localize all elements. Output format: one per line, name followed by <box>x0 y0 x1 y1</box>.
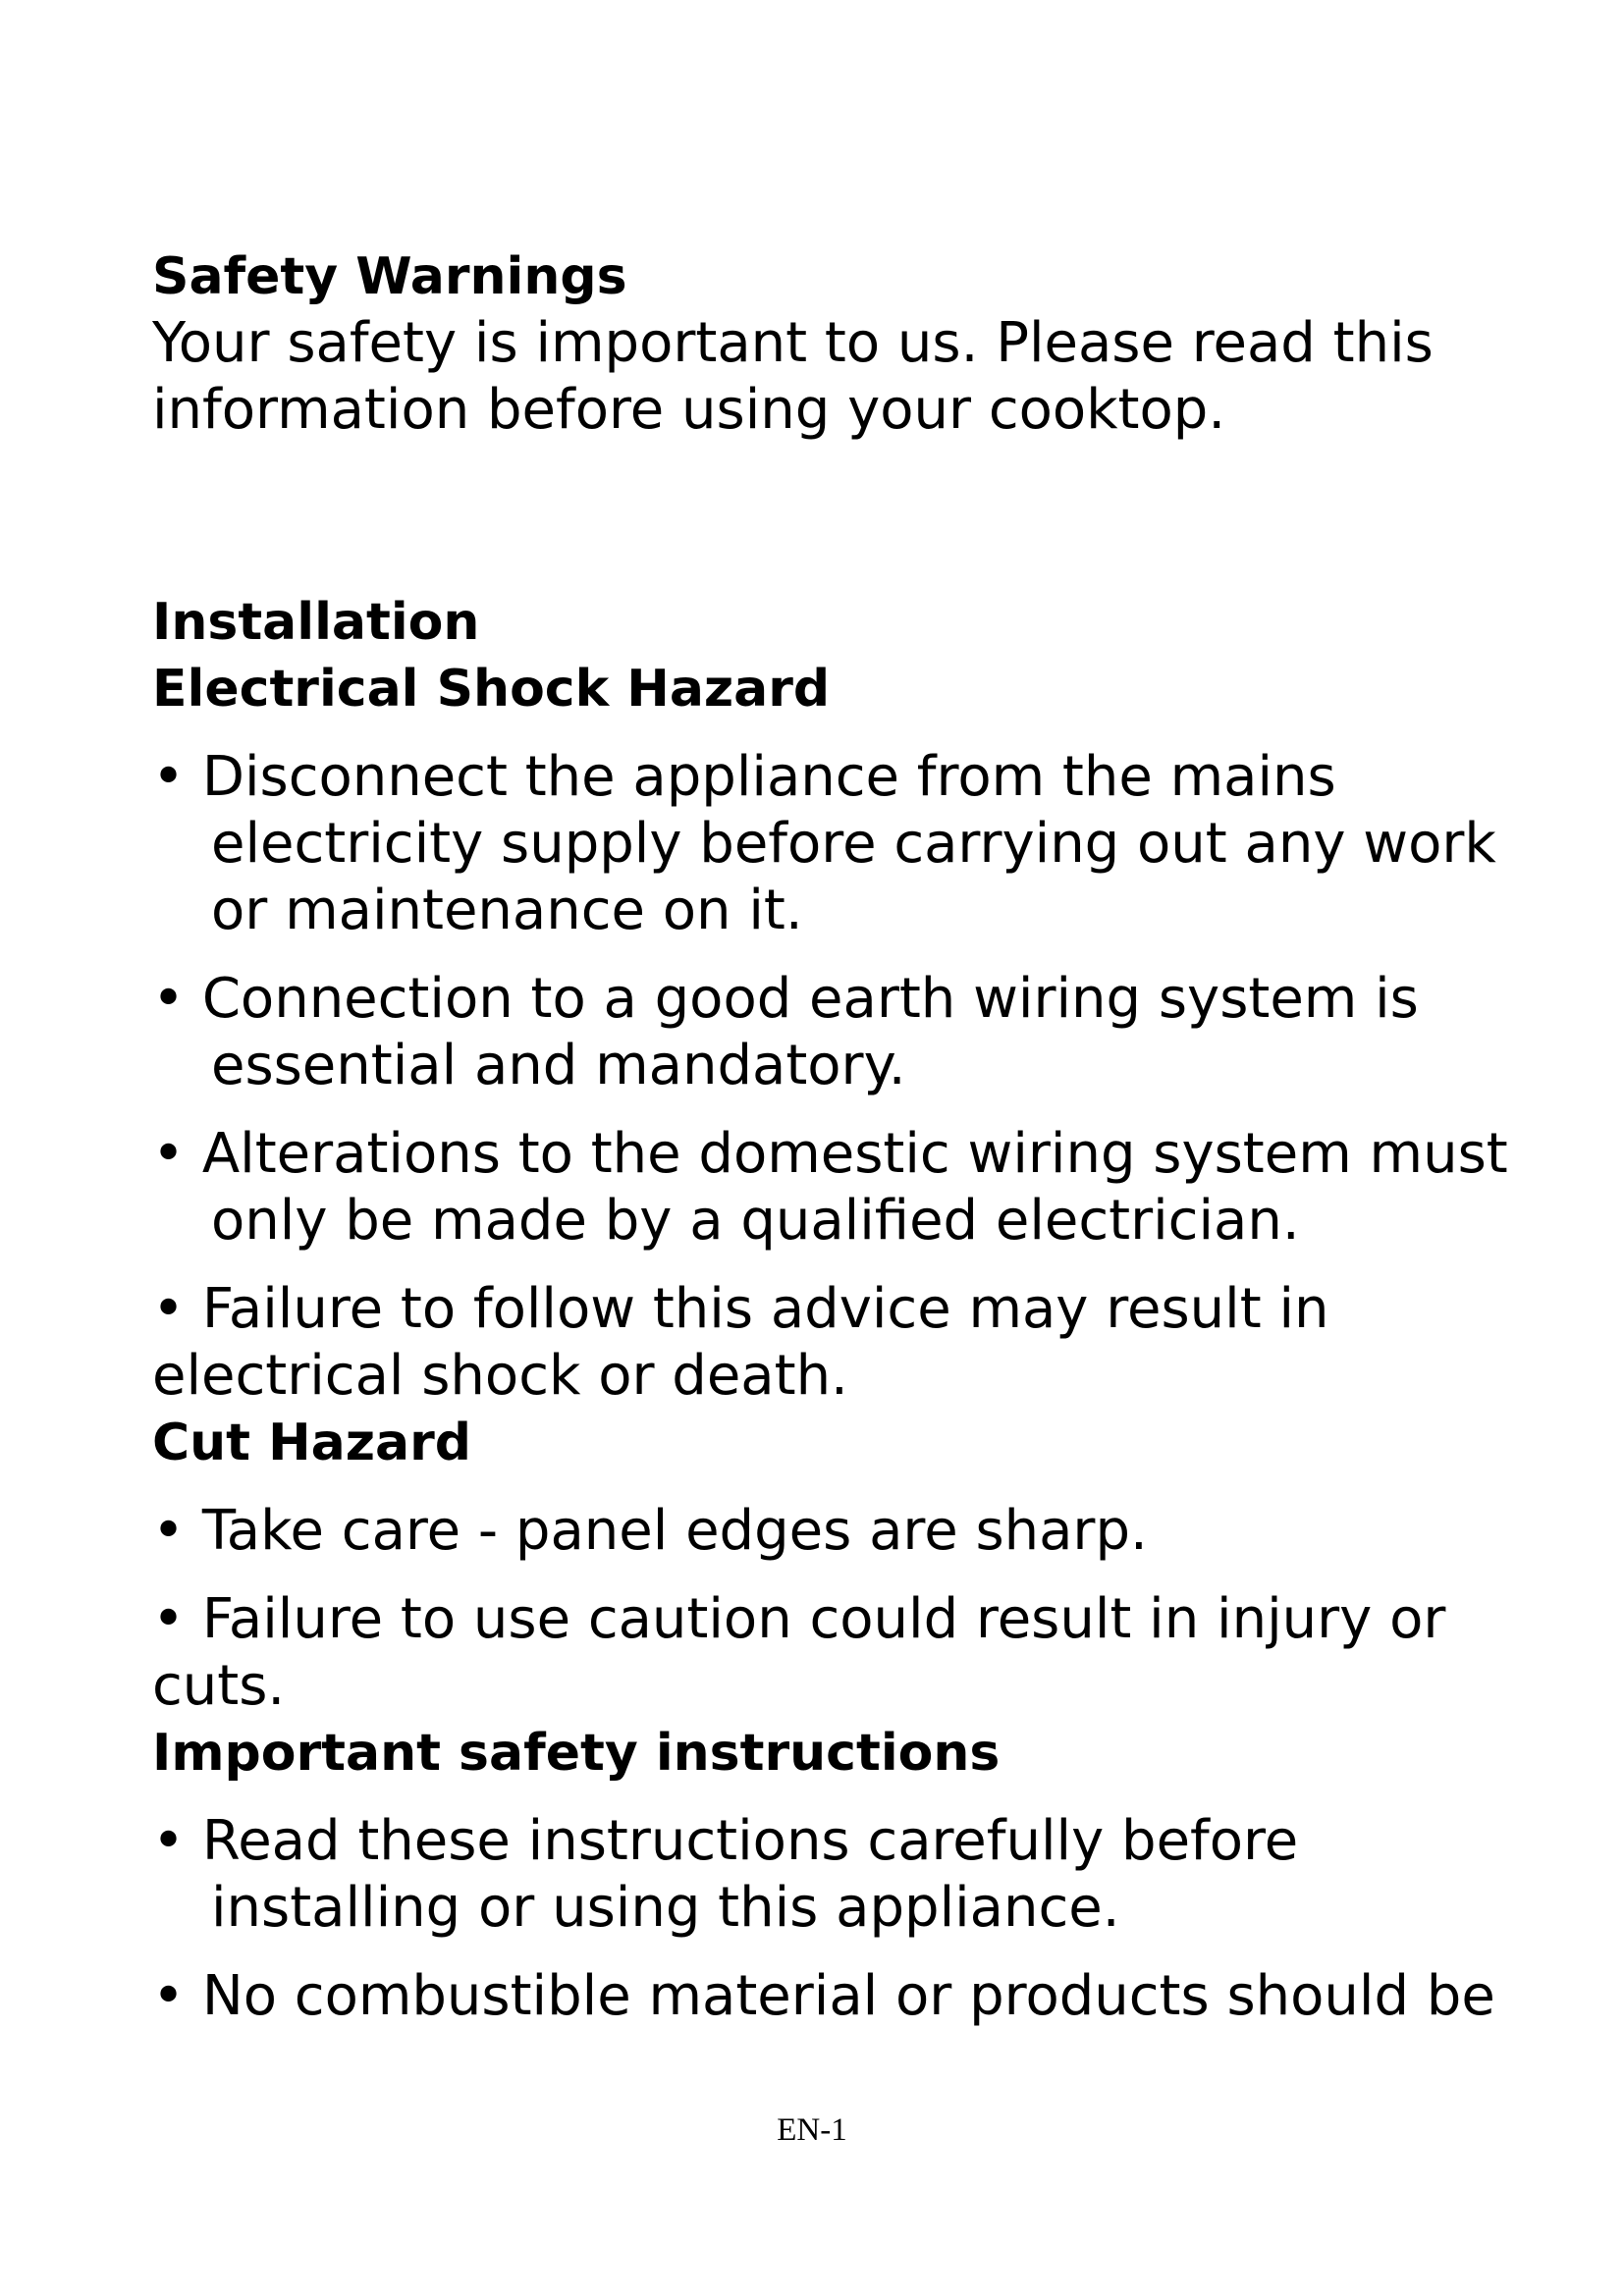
list-item <box>152 744 1497 944</box>
safety-warnings-heading: Safety Warnings <box>152 247 627 306</box>
document-page <box>152 243 1508 2030</box>
bullet-line: only be made by a qualified electrician. <box>211 1189 1300 1253</box>
bullet-line: • Failure to follow this advice may result in <box>152 1277 1329 1341</box>
bullet-line: • Take care - panel edges are sharp. <box>152 1499 1148 1563</box>
list-item <box>152 1808 1497 1942</box>
safety-intro-line-1: Your safety is important to us. Please read this <box>152 311 1434 375</box>
bullet-line: • Read these instructions carefully before <box>152 1809 1299 1873</box>
bullet-line: • Alterations to the domestic wiring system must <box>152 1122 1508 1186</box>
list-item <box>152 1121 1508 1255</box>
important-safety-heading: Important safety instructions <box>152 1724 1001 1783</box>
installation-heading: Installation <box>152 593 480 652</box>
list-item <box>152 1963 1497 2030</box>
list-item <box>152 1498 1497 1565</box>
electrical-shock-heading: Electrical Shock Hazard <box>152 660 831 719</box>
bullet-line: installing or using this appliance. <box>211 1876 1120 1940</box>
bullet-line: or maintenance on it. <box>211 879 803 942</box>
list-item <box>152 966 1497 1099</box>
safety-intro <box>152 310 1497 444</box>
cut-hazard-heading: Cut Hazard <box>152 1414 471 1472</box>
list-item <box>152 1276 1497 1410</box>
spacer <box>152 444 1497 589</box>
bullet-line: cuts. <box>152 1654 286 1718</box>
list-item <box>152 1586 1497 1720</box>
bullet-line: • Connection to a good earth wiring system is <box>152 967 1419 1031</box>
safety-intro-line-2: information before using your cooktop. <box>152 378 1226 442</box>
bullet-line: • Failure to use caution could result in injury or <box>152 1587 1446 1651</box>
page-number: EN-1 <box>777 2112 847 2148</box>
bullet-line: electricity supply before carrying out any work <box>211 812 1496 876</box>
bullet-line: • No combustible material or products should be <box>152 1964 1495 2028</box>
bullet-line: essential and mandatory. <box>211 1034 906 1097</box>
bullet-line: • Disconnect the appliance from the mains <box>152 745 1336 809</box>
bullet-line: electrical shock or death. <box>152 1344 848 1408</box>
